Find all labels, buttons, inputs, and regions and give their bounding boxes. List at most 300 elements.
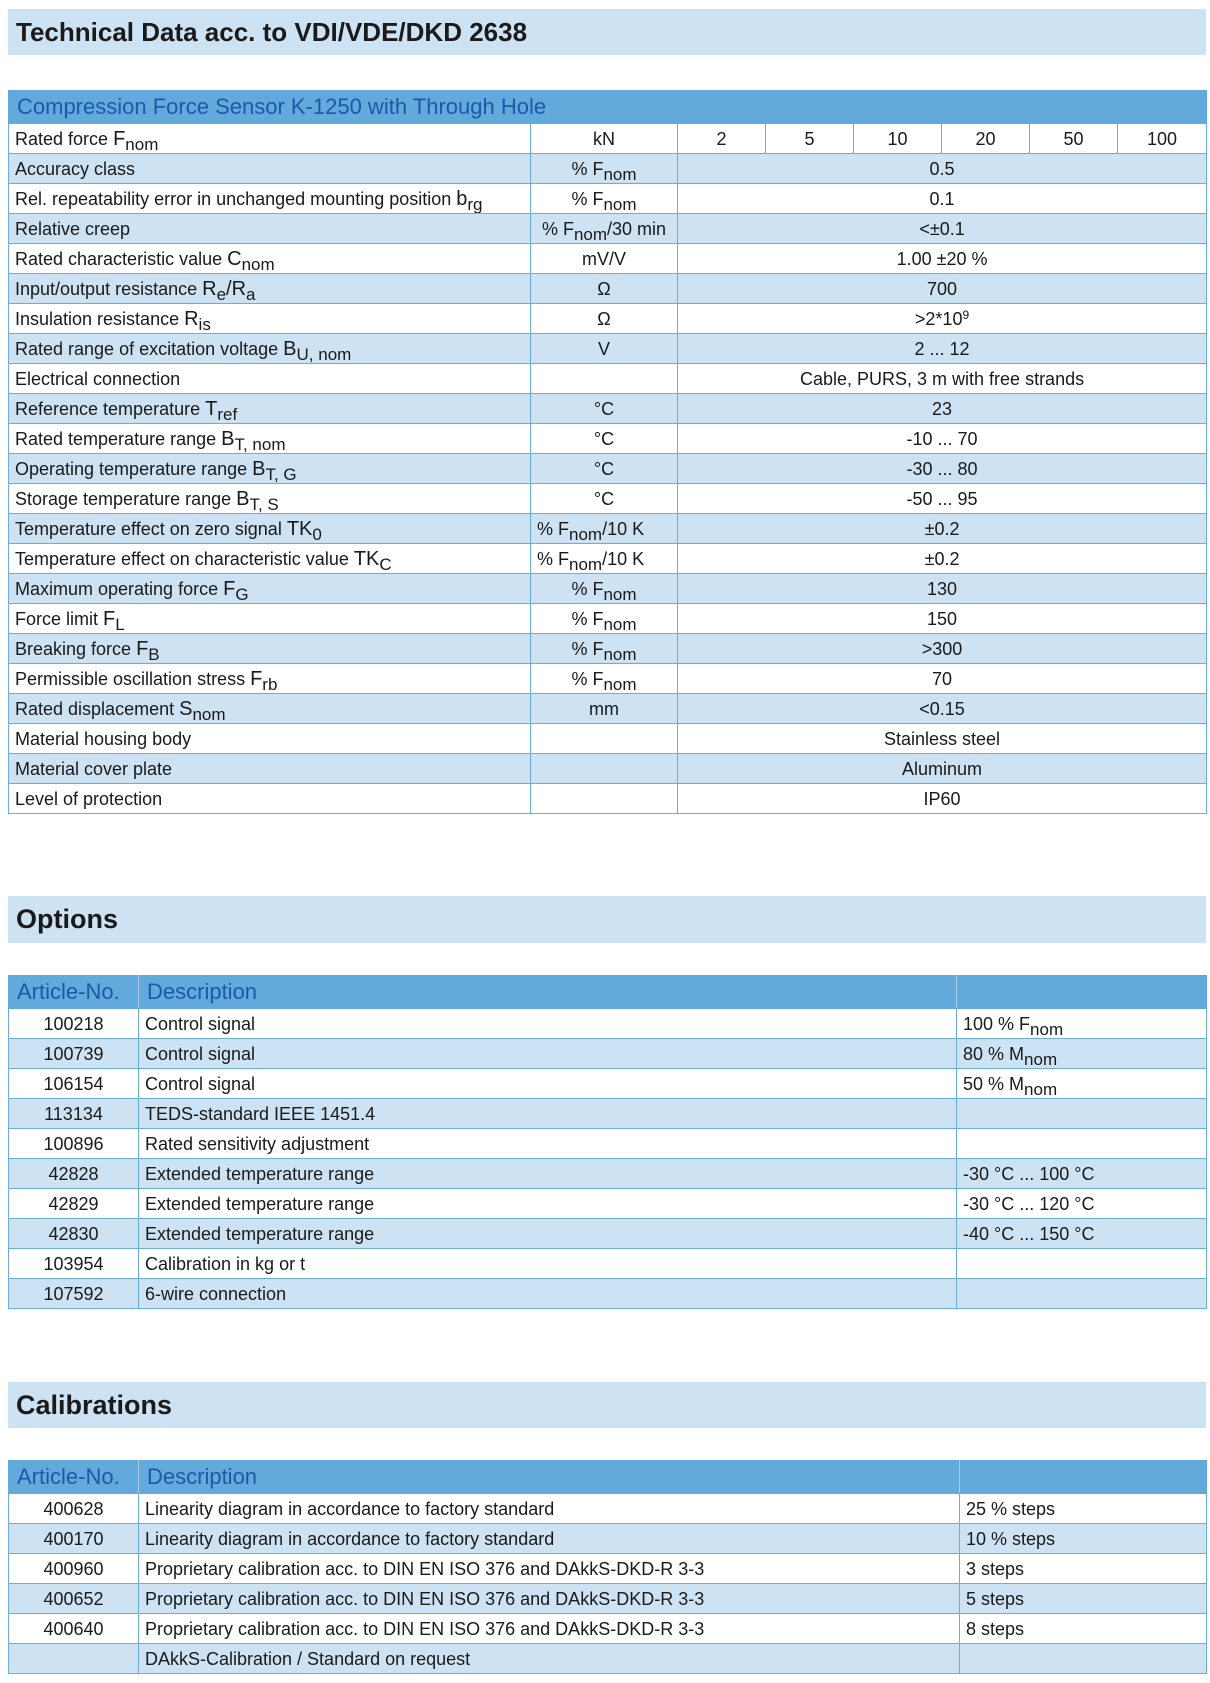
row-unit [531, 184, 678, 214]
symbol-subscript: T, nom [234, 434, 286, 454]
table-row [9, 1159, 1207, 1189]
symbol: C [227, 247, 242, 270]
table-row [9, 154, 1207, 184]
table-row [9, 1524, 1207, 1554]
rated-force-value: 10 [854, 124, 942, 154]
label-text: Accuracy class [15, 158, 136, 179]
row-value [678, 724, 1207, 754]
row-unit [531, 514, 678, 544]
row-label [9, 214, 531, 244]
value-text: 150 [927, 608, 958, 629]
row-value [678, 514, 1207, 544]
table-row [9, 304, 1207, 334]
table-row [9, 1494, 1207, 1524]
unit-text: % F [537, 518, 570, 539]
unit-subscript: nom [603, 164, 637, 184]
unit-text: % F [571, 668, 604, 689]
article-number: 100896 [9, 1129, 139, 1159]
row-unit [531, 244, 678, 274]
extra-value [957, 1159, 1207, 1189]
value-text: 2 ... 12 [914, 338, 970, 359]
table-row [9, 244, 1207, 274]
table-row-rated-force [9, 124, 1207, 154]
extra-text: -40 °C ... 150 °C [963, 1223, 1095, 1244]
row-unit [531, 274, 678, 304]
rated-force-value: 100 [1118, 124, 1207, 154]
symbol-subscript: T, G [265, 464, 297, 484]
value-text: -10 ... 70 [906, 428, 978, 449]
value-text: 0.5 [929, 158, 955, 179]
symbol: b [456, 187, 468, 210]
row-unit [531, 604, 678, 634]
extra-value [960, 1644, 1207, 1674]
value-text: 70 [932, 668, 953, 689]
unit-text: % F [571, 578, 604, 599]
label-text: Temperature effect on characteristic value [15, 548, 354, 569]
symbol: R [184, 307, 199, 330]
table-row [9, 1129, 1207, 1159]
unit-subscript: nom [603, 614, 637, 634]
label-text: Material cover plate [15, 758, 173, 779]
table-row [9, 694, 1207, 724]
unit-suffix: /10 K [602, 548, 645, 569]
symbol-subscript: e [216, 284, 227, 304]
unit-text: °C [593, 458, 615, 479]
label-text: Electrical connection [15, 368, 181, 389]
extra-text: -30 °C ... 120 °C [963, 1193, 1095, 1214]
row-unit [531, 664, 678, 694]
calibrations-table [8, 1460, 1207, 1674]
row-unit [531, 154, 678, 184]
label-text: Input/output resistance [15, 278, 203, 299]
symbol-subscript: nom [192, 704, 226, 724]
label-text: Storage temperature range [15, 488, 237, 509]
row-value [678, 214, 1207, 244]
extra-value [957, 1219, 1207, 1249]
label-text: Rated displacement [15, 698, 180, 719]
row-value [678, 154, 1207, 184]
row-unit [531, 574, 678, 604]
table-row [9, 1249, 1207, 1279]
symbol: R [202, 277, 217, 300]
unit-subscript: nom [603, 644, 637, 664]
table-row [9, 1584, 1207, 1614]
table-row [9, 1219, 1207, 1249]
unit-text: Ω [597, 308, 611, 329]
row-value [678, 754, 1207, 784]
symbol-subscript: nom [241, 254, 275, 274]
description: Extended temperature range [139, 1159, 957, 1189]
table-row [9, 634, 1207, 664]
row-label [9, 244, 531, 274]
rated-force-value: 5 [766, 124, 854, 154]
table-row [9, 454, 1207, 484]
extra-value [960, 1494, 1207, 1524]
symbol: T [205, 397, 218, 420]
symbol: S [179, 697, 193, 720]
table-row [9, 184, 1207, 214]
extra-value [957, 1129, 1207, 1159]
label-text: Rated force [15, 128, 114, 149]
row-value [678, 784, 1207, 814]
value-text: 130 [927, 578, 958, 599]
extra-value [957, 1009, 1207, 1039]
extra-text: 5 steps [966, 1588, 1025, 1609]
row-value [678, 304, 1207, 334]
table-row [9, 274, 1207, 304]
tech-data-table [8, 90, 1207, 814]
table-row [9, 514, 1207, 544]
table-row [9, 1554, 1207, 1584]
extra-value [960, 1554, 1207, 1584]
rated-force-value: 50 [1030, 124, 1118, 154]
calibrations-heading: Calibrations [16, 1390, 173, 1420]
table-row [9, 334, 1207, 364]
extra-value [960, 1614, 1207, 1644]
row-label [9, 634, 531, 664]
article-number: 106154 [9, 1069, 139, 1099]
table-row [9, 544, 1207, 574]
row-value [678, 574, 1207, 604]
value-text: Aluminum [902, 758, 983, 779]
row-value [678, 424, 1207, 454]
row-label [9, 184, 531, 214]
description: Control signal [139, 1069, 957, 1099]
unit-text: mV/V [581, 248, 626, 269]
unit-subscript: nom [603, 194, 637, 214]
row-label [9, 724, 531, 754]
unit-text: % F [571, 638, 604, 659]
description: TEDS-standard IEEE 1451.4 [139, 1099, 957, 1129]
value-text: >300 [921, 638, 963, 659]
description: DAkkS-Calibration / Standard on request [139, 1644, 960, 1674]
value-text: -50 ... 95 [906, 488, 978, 509]
row-value [678, 634, 1207, 664]
col-article-no: Article-No. [9, 976, 139, 1009]
unit-text: % F [571, 608, 604, 629]
table-row [9, 724, 1207, 754]
value-text: >2*10 [914, 308, 963, 329]
symbol-subscript: nom [125, 134, 159, 154]
unit-subscript: nom [573, 224, 608, 244]
extra-subscript: nom [1024, 1079, 1058, 1099]
table-row [9, 1189, 1207, 1219]
article-number: 100218 [9, 1009, 139, 1039]
description: Proprietary calibration acc. to DIN EN ISO 376 and DAkkS-DKD-R 3-3 [139, 1614, 960, 1644]
col-description: Description [139, 976, 957, 1009]
article-number: 107592 [9, 1279, 139, 1309]
symbol: B [221, 427, 235, 450]
tech-heading-band [8, 9, 1206, 55]
value-text: 700 [927, 278, 958, 299]
table-row [9, 214, 1207, 244]
unit-subscript: nom [569, 524, 603, 544]
article-number: 113134 [9, 1099, 139, 1129]
row-label [9, 484, 531, 514]
value-text: <0.15 [919, 698, 965, 719]
table-row [9, 484, 1207, 514]
extra-text: 3 steps [966, 1558, 1025, 1579]
symbol: F [113, 127, 126, 150]
description: 6-wire connection [139, 1279, 957, 1309]
row-unit [531, 334, 678, 364]
row-value [678, 544, 1207, 574]
symbol: F [223, 577, 236, 600]
article-number: 400960 [9, 1554, 139, 1584]
label-text: Level of protection [15, 788, 163, 809]
article-number: 42830 [9, 1219, 139, 1249]
options-heading: Options [16, 904, 118, 934]
unit-text: % F [537, 548, 570, 569]
value-text: Stainless steel [884, 728, 1001, 749]
row-value [678, 604, 1207, 634]
row-unit [531, 694, 678, 724]
row-label [9, 694, 531, 724]
description: Calibration in kg or t [139, 1249, 957, 1279]
row-unit [531, 754, 678, 784]
row-unit [531, 544, 678, 574]
row-value [678, 694, 1207, 724]
row-unit: kN [531, 124, 678, 154]
row-label [9, 274, 531, 304]
table-row [9, 604, 1207, 634]
extra-text: 10 % steps [966, 1528, 1056, 1549]
extra-value [957, 1069, 1207, 1099]
article-number: 42829 [9, 1189, 139, 1219]
article-number: 400640 [9, 1614, 139, 1644]
symbol: F [136, 637, 149, 660]
symbol: TK [353, 547, 380, 570]
table-row [9, 364, 1207, 394]
article-number: 103954 [9, 1249, 139, 1279]
value-text: IP60 [923, 788, 961, 809]
extra-value [957, 1249, 1207, 1279]
symbol: B [283, 337, 297, 360]
description: Linearity diagram in accordance to factory standard [139, 1494, 960, 1524]
extra-value [957, 1279, 1207, 1309]
row-unit [531, 454, 678, 484]
row-unit [531, 304, 678, 334]
row-unit [531, 424, 678, 454]
article-number: 400628 [9, 1494, 139, 1524]
table-row [9, 754, 1207, 784]
label-text: Rated range of excitation voltage [15, 338, 284, 359]
extra-text: 100 % F [963, 1013, 1031, 1034]
symbol-subscript: is [198, 314, 211, 334]
table-row [9, 1279, 1207, 1309]
extra-value [960, 1524, 1207, 1554]
extra-text: 25 % steps [966, 1498, 1056, 1519]
row-label [9, 334, 531, 364]
unit-text: °C [593, 428, 615, 449]
label-text: Material housing body [15, 728, 192, 749]
row-value [678, 334, 1207, 364]
description: Linearity diagram in accordance to factory standard [139, 1524, 960, 1554]
symbol: B [252, 457, 266, 480]
unit-subscript: nom [603, 584, 637, 604]
row-unit [531, 634, 678, 664]
tech-caption: Compression Force Sensor K-1250 with Through Hole [9, 91, 1207, 124]
unit-text: mm [589, 698, 619, 719]
symbol-subscript: rb [262, 674, 278, 694]
row-unit [531, 484, 678, 514]
table-row [9, 1009, 1207, 1039]
unit-text: °C [593, 398, 615, 419]
rated-force-value: 20 [942, 124, 1030, 154]
table-row [9, 1644, 1207, 1674]
row-label [9, 394, 531, 424]
value-text: <±0.1 [919, 218, 965, 239]
row-value [678, 274, 1207, 304]
rated-force-value: 2 [678, 124, 766, 154]
label-text: Maximum operating force [15, 578, 224, 599]
unit-text: % F [571, 188, 604, 209]
table-row [9, 784, 1207, 814]
unit-suffix: /10 K [602, 518, 645, 539]
row-label [9, 454, 531, 484]
row-label [9, 364, 531, 394]
extra-value [960, 1584, 1207, 1614]
row-label [9, 154, 531, 184]
col-description: Description [139, 1461, 960, 1494]
extra-subscript: nom [1030, 1019, 1064, 1039]
extra-text: 80 % M [963, 1043, 1025, 1064]
value-text: 0.1 [929, 188, 955, 209]
article-number: 400652 [9, 1584, 139, 1614]
label-text: Permissible oscillation stress [15, 668, 251, 689]
label-text: Relative creep [15, 218, 131, 239]
row-label [9, 424, 531, 454]
label-text: Operating temperature range [15, 458, 253, 479]
label-text: Breaking force [15, 638, 137, 659]
col-extra [957, 976, 1207, 1009]
symbol: F [250, 667, 263, 690]
col-extra [960, 1461, 1207, 1494]
extra-text: -30 °C ... 100 °C [963, 1163, 1095, 1184]
description: Extended temperature range [139, 1189, 957, 1219]
value-text: 1.00 ±20 % [896, 248, 988, 269]
table-row [9, 424, 1207, 454]
row-value [678, 364, 1207, 394]
description: Extended temperature range [139, 1219, 957, 1249]
value-text: -30 ... 80 [906, 458, 978, 479]
symbol-subscript: 0 [312, 524, 322, 544]
symbol-subscript: C [379, 554, 392, 574]
description: Proprietary calibration acc. to DIN EN ISO 376 and DAkkS-DKD-R 3-3 [139, 1584, 960, 1614]
table-row [9, 1039, 1207, 1069]
value-text: Cable, PURS, 3 m with free strands [799, 368, 1085, 389]
unit-suffix: /30 min [607, 218, 667, 239]
calibrations-heading-band [8, 1382, 1206, 1428]
symbol-subscript: ref [217, 404, 238, 424]
extra-text: 8 steps [966, 1618, 1025, 1639]
row-value [678, 184, 1207, 214]
extra-text: 50 % M [963, 1073, 1025, 1094]
value-text: ±0.2 [924, 548, 960, 569]
unit-text: °C [593, 488, 615, 509]
label-text: Rated temperature range [15, 428, 222, 449]
description: Control signal [139, 1009, 957, 1039]
symbol-subscript: a [246, 284, 256, 304]
label-text: Rated characteristic value [15, 248, 228, 269]
row-label [9, 754, 531, 784]
symbol-subscript: B [148, 644, 160, 664]
symbol-subscript: G [235, 584, 249, 604]
symbol-subscript: T, S [249, 494, 279, 514]
unit-text: % F [571, 158, 604, 179]
label-text: Rel. repeatability error in unchanged mounting position [15, 188, 457, 209]
extra-subscript: nom [1024, 1049, 1058, 1069]
row-label [9, 304, 531, 334]
description: Control signal [139, 1039, 957, 1069]
label-text: Temperature effect on zero signal [15, 518, 287, 539]
row-unit [531, 784, 678, 814]
extra-value [957, 1099, 1207, 1129]
row-value [678, 394, 1207, 424]
col-article-no: Article-No. [9, 1461, 139, 1494]
extra-value [957, 1039, 1207, 1069]
row-label [9, 784, 531, 814]
table-row [9, 574, 1207, 604]
row-value [678, 664, 1207, 694]
row-label [9, 574, 531, 604]
options-table [8, 975, 1207, 1309]
row-unit [531, 214, 678, 244]
extra-value [957, 1189, 1207, 1219]
table-row [9, 1069, 1207, 1099]
row-label [9, 664, 531, 694]
article-number: 400170 [9, 1524, 139, 1554]
row-unit [531, 394, 678, 424]
symbol: B [236, 487, 250, 510]
row-value [678, 454, 1207, 484]
value-superscript: 9 [962, 307, 970, 322]
label-text: Force limit [15, 608, 104, 629]
symbol: /R [226, 277, 247, 300]
unit-subscript: nom [569, 554, 603, 574]
row-label [9, 124, 531, 154]
table-row [9, 394, 1207, 424]
label-text: Insulation resistance [15, 308, 185, 329]
tech-heading: Technical Data acc. to VDI/VDE/DKD 2638 [16, 17, 528, 47]
unit-text: % F [541, 218, 574, 239]
symbol-subscript: U, nom [296, 344, 352, 364]
symbol: F [103, 607, 116, 630]
table-row [9, 1099, 1207, 1129]
article-number [9, 1644, 139, 1674]
unit-text: Ω [597, 278, 611, 299]
row-value [678, 244, 1207, 274]
table-row [9, 1614, 1207, 1644]
row-label [9, 514, 531, 544]
row-unit [531, 724, 678, 754]
symbol: TK [286, 517, 313, 540]
row-value [678, 484, 1207, 514]
symbol-subscript: L [115, 614, 125, 634]
row-label [9, 544, 531, 574]
unit-text: V [597, 338, 610, 359]
label-text: Reference temperature [15, 398, 206, 419]
unit-subscript: nom [603, 674, 637, 694]
description: Proprietary calibration acc. to DIN EN ISO 376 and DAkkS-DKD-R 3-3 [139, 1554, 960, 1584]
article-number: 100739 [9, 1039, 139, 1069]
table-row [9, 664, 1207, 694]
article-number: 42828 [9, 1159, 139, 1189]
row-label [9, 604, 531, 634]
value-text: ±0.2 [924, 518, 960, 539]
options-heading-band [8, 896, 1206, 943]
symbol-subscript: rg [467, 194, 483, 214]
